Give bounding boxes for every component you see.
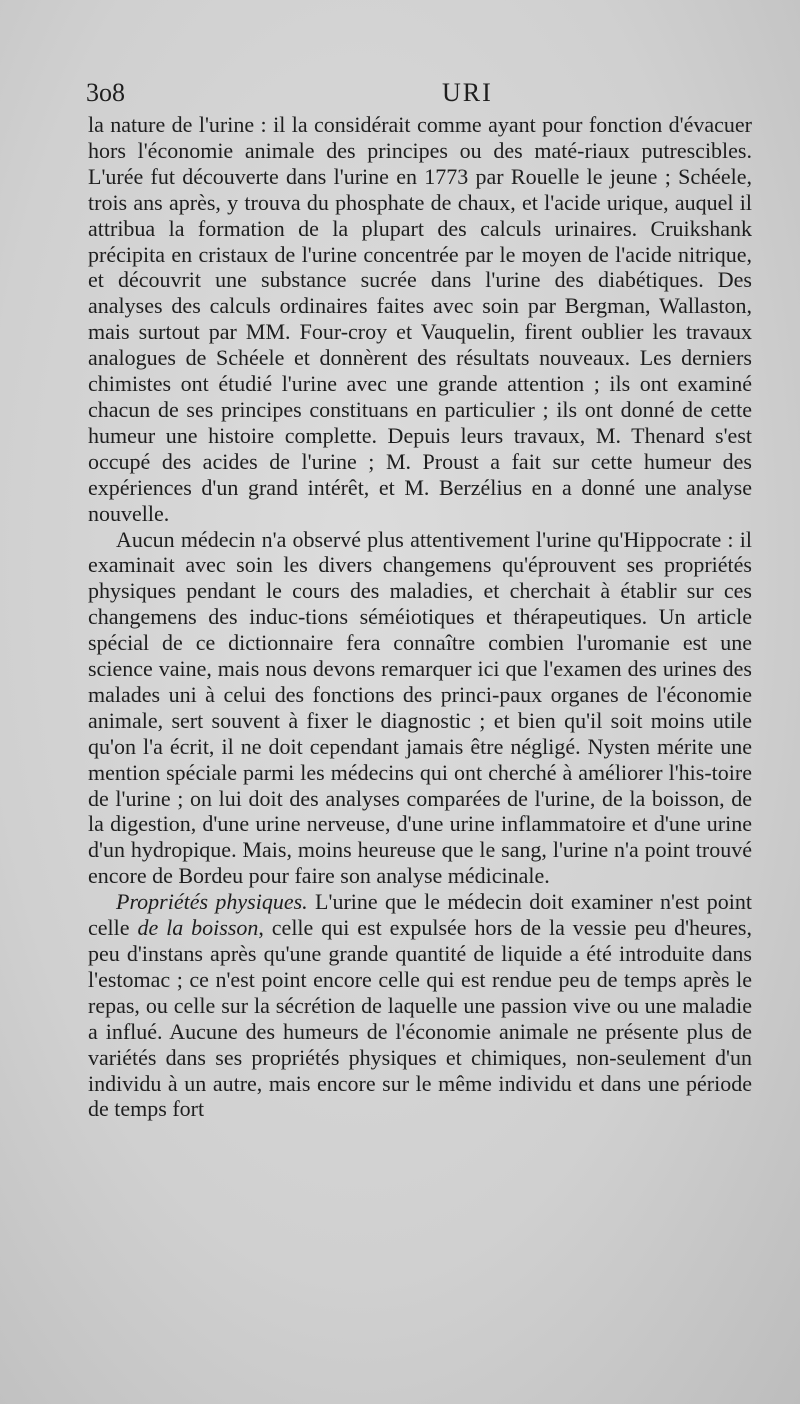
paragraph-1: la nature de l'urine : il la considérait comme ayant pour fonction d'évacuer hors l'économie animale des principes ou des maté-riaux putrescibles. L'urée fut découverte dans l'urine en 1773 par Rouelle le jeune ; Schéele, trois ans après, y trouva du phosphate de chaux, et l'acide urique, auquel il attribua la formation de la plupart des calculs urinaires. Cruikshank précipita en cristaux de l'urine concentrée par le moyen de l'acide nitrique, et découvrit une substance sucrée dans l'urine des diabétiques. Des analyses des calculs ordinaires faites avec soin par Bergman, Wallaston, mais surtout par MM. Four-croy et Vauquelin, firent oublier les travaux analogues de Schéele et donnèrent des résultats nouveaux. Les derniers chimistes ont étudié l'urine avec une grande attention ; ils ont examiné chacun de ses principes constituans en particulier ; ils ont donné de cette humeur une histoire complette. Depuis leurs travaux, M. Thenard s'est occupé des acides de l'urine ; M. Proust a fait sur cette humeur des expériences d'un grand intérêt, et M. Berzélius en a donné une analyse nouvelle. — [88, 112, 752, 526]
paragraph-2: Aucun médecin n'a observé plus attentivement l'urine qu'Hippocrate : il examinait avec soin les divers changemens qu'éprouvent ses propriétés physiques pendant le cours des maladies, et cherchait à établir sur ces changemens des induc-tions séméiotiques et thérapeutiques. Un article spécial de ce dictionnaire fera connaître combien l'uromanie est une science vaine, mais nous devons remarquer ici que l'examen des urines des malades uni à celui des fonctions des princi-paux organes de l'économie animale, sert souvent à fixer le diagnostic ; et bien qu'il soit moins utile qu'on l'a écrit, il ne doit cependant jamais être négligé. Nysten mérite une mention spéciale parmi les médecins qui ont cherché à améliorer l'his-toire de l'urine ; on lui doit des analyses comparées de l'urine, de la boisson, de la digestion, d'une urine nerveuse, d'une urine inflammatoire et d'une urine d'un hydropique. Mais, moins heureuse que le sang, l'urine n'a point trouvé encore de Bordeu pour faire son analyse médicinale. — [88, 526, 752, 889]
page-header — [86, 78, 746, 112]
running-head: URI — [442, 78, 493, 107]
body-text — [88, 112, 752, 1122]
page-number: 3o8 — [86, 78, 125, 107]
paragraph-3-text-b: , celle qui est expulsée hors de la vessie peu d'heures, peu d'instans après qu'une grande quantité de liquide a été introduite dans l'estomac ; ce n'est point encore celle qui est rendue peu de temps après le repas, ou celle sur la sécrétion de laquelle une passion vive ou une maladie a influé. Aucune des humeurs de l'économie animale ne présente plus de variétés dans ses propriétés physiques et chimiques, non-seulement d'un individu à un autre, mais encore sur le même individu et dans une période de temps fort — [88, 915, 752, 1122]
section-heading: Propriétés physiques. — [116, 889, 308, 915]
paragraph-3-text-a: L'urine que le médecin doit examiner n'est point celle — [88, 889, 752, 941]
paragraph-3-italic: de la boisson — [137, 915, 259, 941]
paragraph-3 — [88, 889, 752, 1122]
